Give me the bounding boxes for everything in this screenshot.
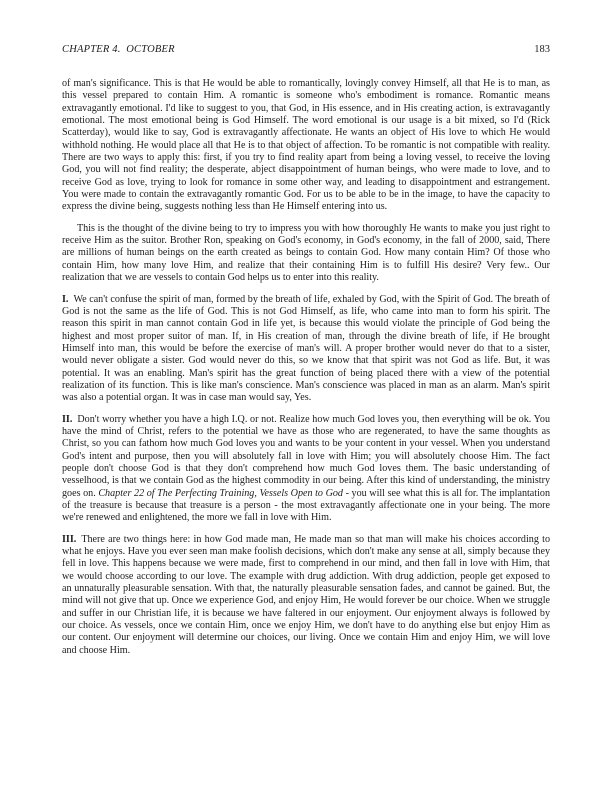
section-i bbox=[62, 294, 550, 405]
page-header bbox=[62, 44, 550, 56]
section-numeral: I. bbox=[62, 293, 69, 305]
text-run: Chapter 22 of The Perfecting Training, Vessels Open to God bbox=[98, 487, 343, 499]
paragraph-divine-thought bbox=[62, 223, 550, 285]
text-run: There are two things here: in how God made man, He made man so that man will make his choices according to what he enjoys. Have you ever seen man make foolish decisions, which don't make any sense at all, simply because they fell in love. This happens because we were made, first to comprehend in our mind, and then fall in love with Him, that we would choose according to our love. The example with drug addiction. With drug addiction, people get exposed to an unnaturally pleasurable sensation. With that, the naturally pleasurable sensation fades, and cannot be gained. But, the mind will not give that up. Once we experience God, and enjoy Him, He would forever be our choice. When we struggle and suffer in our Christian life, it is because we have faltered in our enjoyment. Our enjoyment always is followed by our choice. As vessels, once we contain Him, once we enjoy Him, we don't have to do anything else but enjoy Him as our content. Our enjoyment will determine our choices, our living. Once we contain Him and enjoy Him, we will love and choose Him. bbox=[62, 533, 550, 656]
running-head-chapter-title: CHAPTER 4. OCTOBER bbox=[62, 44, 175, 55]
text-run: Don't worry whether you have a high I.Q. or not. Realize how much God loves you, then everything will be ok. You have the mind of Christ, refers to the potential we have as those who are regenerated, to have the same thoughts as Christ, so you can fathom how much God loves you and wants to be your content in your vessel. When you understand God's intent and purpose, then you will absolutely fall in love with Him; you will absolutely choose Him. The fact people don't choose God is that they don't comprehend how much God loves them. The basic understanding of vesselhood, is that we contain God as the highest commodity in our being. After this kind of understanding, the ministry goes on. bbox=[62, 413, 550, 499]
section-ii bbox=[62, 414, 550, 525]
text-run: of man's significance. This is that He would be able to romantically, lovingly convey Himself, all that He is to man, as this vessel prepared to contain Him. A romantic is someone who's embodiment is romance. Romantic means extravagantly emotional. I'd like to suggest to you, that God, in His essence, and in His creating action, is extravagantly emotional. The most emotional being is God Himself. The word emotional is our usage is a bit mixed, so I'd (Rick Scatterday), would like to say, God is extravagantly affectionate. He wants an object of His love to which He would withhold nothing. He would place all that He is to that object of affection. To be romantic is not compatible with reality. There are two ways to apply this: first, if you try to find reality apart from being a loving vessel, to receive the loving God, you will not find reality; the desperate, abject disappointment of human beings, who were made to love, and to receive God as love, trying to look for romance in some other way, and leading to disappointment and estrangement. You were made to contain the extravagantly romantic God. For us to be able to be in the image, to have the capacity to express the divine being, suggests nothing less than He Himself entering into us. bbox=[62, 78, 550, 213]
page-number: 183 bbox=[534, 44, 550, 55]
paragraph-continuation bbox=[62, 78, 550, 214]
section-iii bbox=[62, 534, 550, 657]
text-run: We can't confuse the spirit of man, formed by the breath of life, exhaled by God, with the Spirit of God. The breath of God is not the same as the life of God. This is not God Himself, as life, who came into man to form his spirit. The reason this spirit in man cannot contain God in life yet, is because this would violate the principle of God being the highest and most proper suitor of man. If, in His creation of man, through the divine breath of life, if He brought Himself into man, this would be before the exercise of man's will. A proper brother would never do that to a sister, would never obligate a sister. God would never do this, so we know that that spirit was not God as life. But, it was potential. It was an enabling. Man's spirit has the great function of being placed there with a view of the potential realization of its function. This is like man's conscience. Man's conscience was placed in man as an alarm. Man's spirit was also a potential organ. It was in case man would say, Yes. bbox=[62, 293, 550, 404]
page-body bbox=[62, 78, 550, 657]
text-run: - you will see what this is all for. The implantation of the treasure is because that treasure is a person - the most extravagantly affectionate one in your being. The more we're renewed and enlightened, the more we fall in love with Him. bbox=[62, 487, 550, 524]
text-run: This is the thought of the divine being to try to impress you with how thoroughly He wants to make you just right to receive Him as the suitor. Brother Ron, speaking on God's economy, in God's economy, in the fall of 2000, said, There are millions of human beings on the earth created as beings to contain God. How many contain Him? Of those who contain Him, how many love Him, and realize that their containing Him is to fulfill His desire? Very few.. Our realization that we are vessels to contain God helps us to enter into this reality. bbox=[62, 222, 550, 284]
section-numeral: II. bbox=[62, 413, 73, 425]
section-numeral: III. bbox=[62, 533, 77, 545]
